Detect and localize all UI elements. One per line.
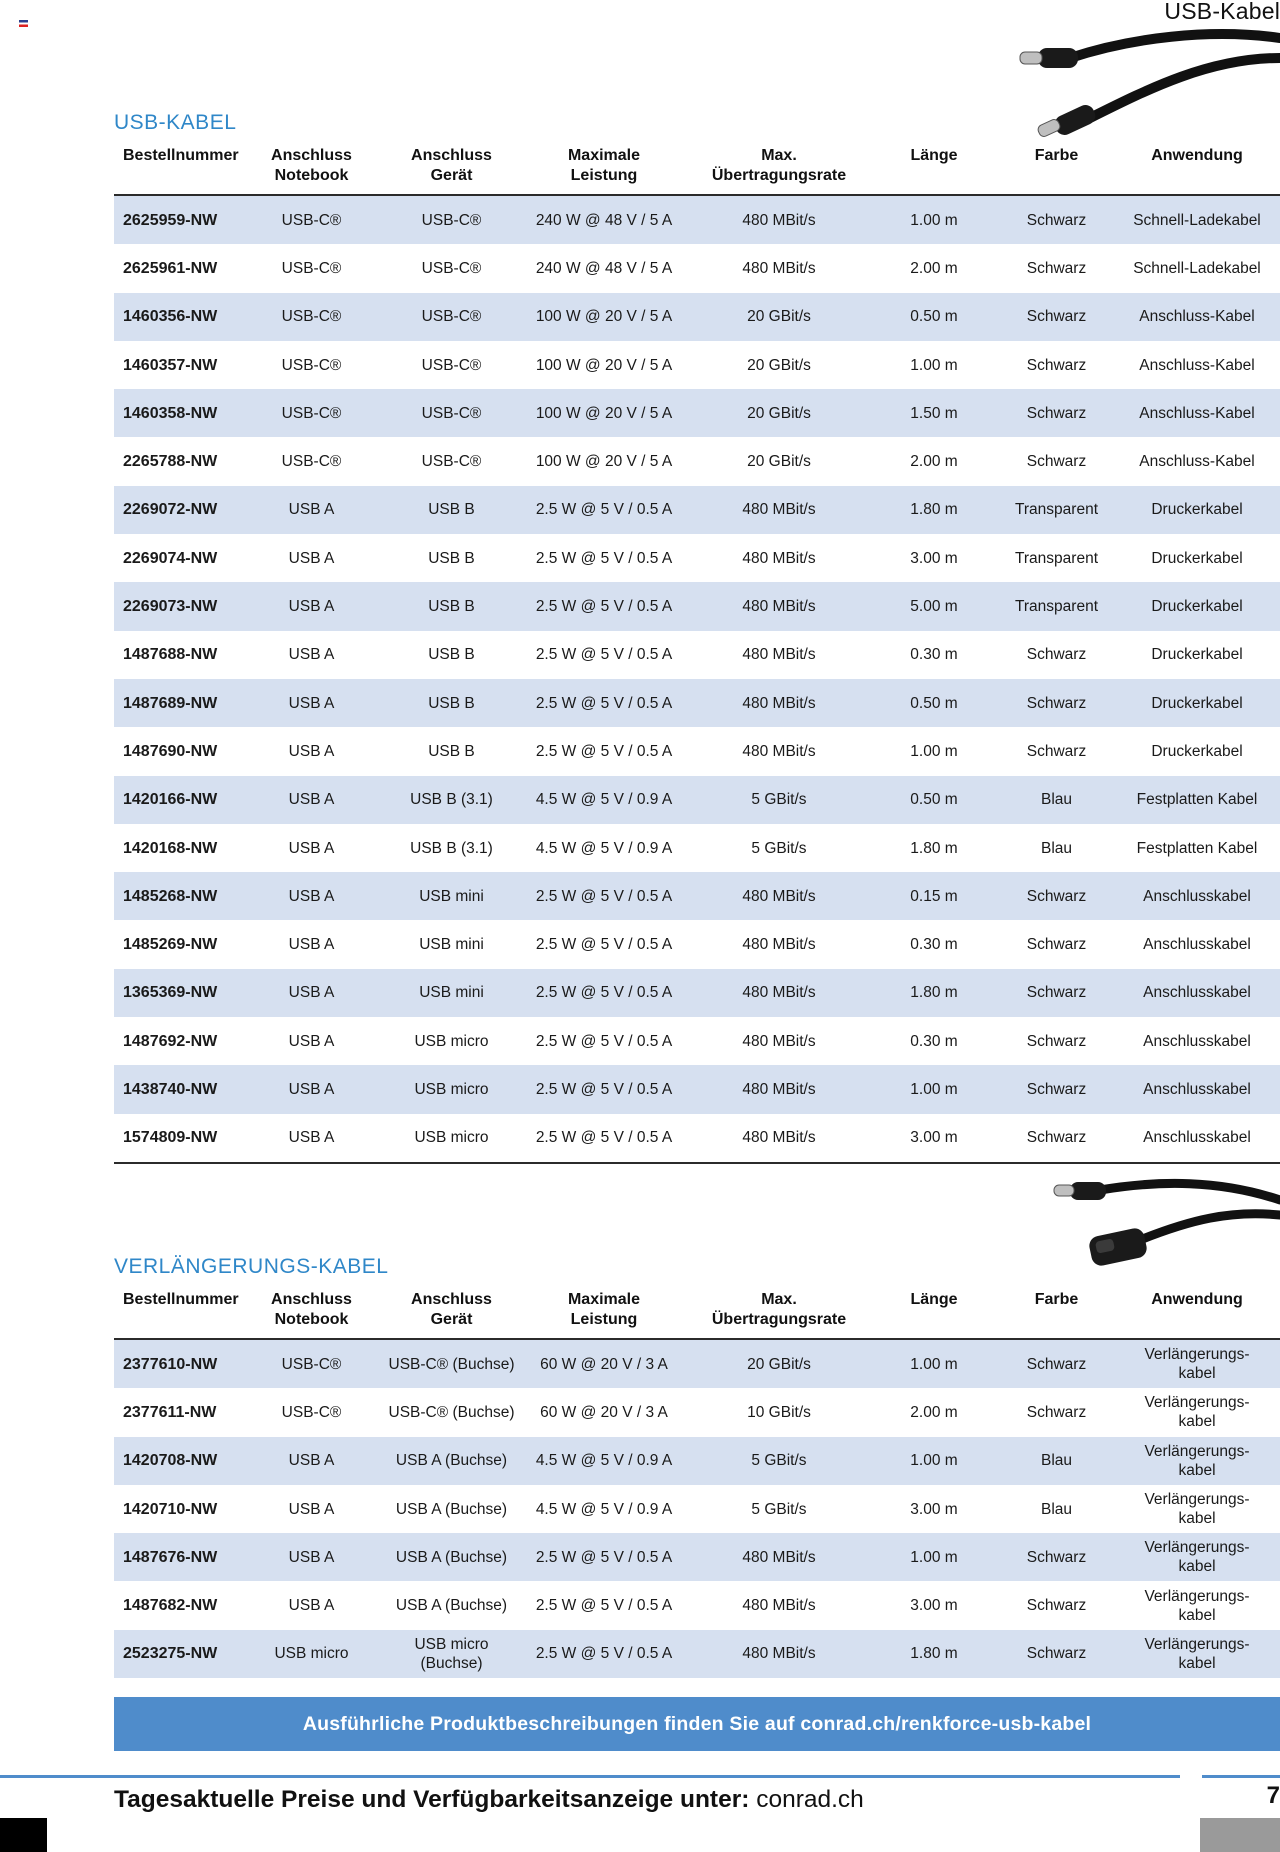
cell-anschluss-notebook: USB A: [288, 1500, 335, 1518]
cell-anwendung: Druckerkabel: [1151, 549, 1243, 567]
cell-leistung: 2.5 W @ 5 V / 0.5 A: [535, 1597, 673, 1615]
cell-uebertragungsrate: 480 MBit/s: [742, 549, 816, 567]
product-info-banner[interactable]: Ausführliche Produktbeschreibungen finden Sie auf conrad.ch/renkforce-usb-kabel: [114, 1697, 1280, 1751]
cell-leistung: 4.5 W @ 5 V / 0.9 A: [519, 776, 689, 824]
cell-farbe: Schwarz: [999, 969, 1114, 1017]
extension-cable-image: [1030, 1170, 1280, 1280]
table-row: [114, 1339, 1280, 1388]
col-anschluss-geraet: Anschluss Gerät: [384, 1290, 519, 1339]
cell-anschluss-notebook: USB A: [288, 1032, 335, 1050]
cell-farbe: Schwarz: [999, 293, 1114, 341]
cell-laenge: 1.80 m: [869, 969, 999, 1017]
cell-anschluss-notebook: USB A: [288, 839, 335, 857]
usb-cable-table: [114, 146, 1280, 1164]
cell-anschluss-notebook: USB-C®: [281, 1403, 342, 1421]
cell-uebertragungsrate: 480 MBit/s: [742, 259, 816, 277]
cell-anschluss-geraet: USB micro: [414, 1032, 489, 1050]
cell-anschluss-notebook: USB-C®: [281, 259, 342, 277]
col-farbe: Farbe: [999, 1290, 1114, 1339]
cell-laenge: 0.50 m: [869, 679, 999, 727]
language-flag-icon: [19, 20, 28, 27]
cell-leistung: 2.5 W @ 5 V / 0.5 A: [519, 582, 689, 630]
usb-c-cable-image: [1010, 18, 1280, 148]
cell-anschluss-geraet: USB B (3.1): [384, 776, 519, 824]
cell-anwendung: Anschlusskabel: [1143, 1032, 1251, 1050]
cell-anschluss-geraet: USB B (3.1): [410, 839, 493, 857]
cell-anwendung: Verlängerungs- kabel: [1144, 1587, 1250, 1624]
table-row: [114, 824, 1280, 872]
table-row: [114, 1065, 1280, 1113]
cell-farbe: Blau: [1040, 1500, 1073, 1518]
cell-laenge: 1.00 m: [869, 1533, 999, 1581]
cell-farbe: Blau: [999, 776, 1114, 824]
cell-leistung: 2.5 W @ 5 V / 0.5 A: [519, 969, 689, 1017]
table-row: [114, 1485, 1280, 1533]
cell-uebertragungsrate: 480 MBit/s: [689, 679, 869, 727]
cell-anwendung: Verlängerungs- kabel: [1114, 1339, 1280, 1388]
table-row: [114, 1388, 1280, 1436]
cell-anwendung: Verlängerungs- kabel: [1144, 1491, 1250, 1528]
cell-leistung: 2.5 W @ 5 V / 0.5 A: [535, 742, 673, 760]
cell-anschluss-notebook: USB A: [239, 1114, 384, 1163]
cell-farbe: Schwarz: [1026, 1597, 1087, 1615]
cell-laenge: 5.00 m: [869, 582, 999, 630]
cell-anschluss-geraet: USB B: [384, 486, 519, 534]
cell-leistung: 60 W @ 20 V / 3 A: [519, 1339, 689, 1388]
cell-farbe: Schwarz: [999, 195, 1114, 244]
cell-anschluss-geraet: USB B: [428, 742, 475, 760]
cell-bestellnummer: 2265788-NW: [123, 453, 218, 471]
cell-anwendung: Anschlusskabel: [1143, 936, 1251, 954]
table-row: [114, 582, 1280, 630]
cell-farbe: Schwarz: [999, 1065, 1114, 1113]
usb-table-body: [114, 195, 1280, 1163]
cell-anschluss-geraet: USB mini: [384, 872, 519, 920]
cell-anwendung: Druckerkabel: [1151, 646, 1243, 664]
cell-laenge: 1.00 m: [910, 742, 958, 760]
cell-uebertragungsrate: 480 MBit/s: [689, 582, 869, 630]
cell-anschluss-geraet: USB micro: [384, 1065, 519, 1113]
table-row: [114, 195, 1280, 244]
cell-laenge: 3.00 m: [910, 1500, 958, 1518]
cell-anwendung: Anschlusskabel: [1114, 872, 1280, 920]
cell-anschluss-notebook: USB A: [239, 679, 384, 727]
cell-leistung: 2.5 W @ 5 V / 0.5 A: [535, 936, 673, 954]
cell-anschluss-notebook: USB A: [239, 582, 384, 630]
cell-bestellnummer: 1420166-NW: [114, 776, 239, 824]
cell-uebertragungsrate: 480 MBit/s: [689, 1114, 869, 1163]
cell-anschluss-notebook: USB A: [239, 776, 384, 824]
cell-laenge: 1.00 m: [869, 1339, 999, 1388]
cell-bestellnummer: 1485269-NW: [123, 936, 218, 954]
col-anwendung: Anwendung: [1114, 146, 1280, 195]
cell-farbe: Schwarz: [999, 389, 1114, 437]
cell-leistung: 2.5 W @ 5 V / 0.5 A: [519, 1533, 689, 1581]
col-uebertragungsrate: Max. Übertragungsrate: [689, 1290, 869, 1339]
cell-anschluss-geraet: USB B: [384, 582, 519, 630]
cell-bestellnummer: 1460357-NW: [123, 356, 218, 374]
cell-leistung: 2.5 W @ 5 V / 0.5 A: [519, 486, 689, 534]
cell-leistung: 100 W @ 20 V / 5 A: [519, 293, 689, 341]
cell-bestellnummer: 1438740-NW: [114, 1065, 239, 1113]
col-leistung: Maximale Leistung: [519, 1290, 689, 1339]
table-row: [114, 1630, 1280, 1678]
cell-anwendung: Verlängerungs- kabel: [1114, 1630, 1280, 1678]
cell-anschluss-geraet: USB A (Buchse): [395, 1500, 508, 1518]
table-row: [114, 389, 1280, 437]
cell-farbe: Schwarz: [1026, 1032, 1087, 1050]
cell-uebertragungsrate: 5 GBit/s: [689, 776, 869, 824]
cell-bestellnummer: 1487676-NW: [114, 1533, 239, 1581]
cell-anwendung: Druckerkabel: [1114, 582, 1280, 630]
cell-anschluss-notebook: USB A: [288, 936, 335, 954]
cell-uebertragungsrate: 480 MBit/s: [689, 969, 869, 1017]
footer-note-bold: Tagesaktuelle Preise und Verfügbarkeitsanzeige unter:: [114, 1786, 750, 1813]
cell-laenge: 0.15 m: [869, 872, 999, 920]
cell-farbe: Schwarz: [999, 1533, 1114, 1581]
footer-link[interactable]: conrad.ch: [756, 1786, 864, 1813]
col-anschluss-notebook: Anschluss Notebook: [239, 1290, 384, 1339]
table-row: [114, 244, 1280, 292]
cell-bestellnummer: 2523275-NW: [114, 1630, 239, 1678]
col-leistung: Maximale Leistung: [519, 146, 689, 195]
table-row: [114, 1437, 1280, 1485]
cell-leistung: 240 W @ 48 V / 5 A: [519, 195, 689, 244]
cell-uebertragungsrate: 480 MBit/s: [689, 1630, 869, 1678]
table-header-row: [114, 146, 1280, 195]
cell-anschluss-geraet: USB-C®: [384, 195, 519, 244]
cell-anschluss-notebook: USB A: [288, 742, 335, 760]
extension-table-body: [114, 1339, 1280, 1678]
cell-anwendung: Anschlusskabel: [1114, 1065, 1280, 1113]
cell-leistung: 2.5 W @ 5 V / 0.5 A: [535, 549, 673, 567]
cell-uebertragungsrate: 480 MBit/s: [742, 1597, 816, 1615]
cell-farbe: Transparent: [999, 486, 1114, 534]
cell-leistung: 2.5 W @ 5 V / 0.5 A: [519, 1114, 689, 1163]
cell-bestellnummer: 2625959-NW: [114, 195, 239, 244]
cell-leistung: 100 W @ 20 V / 5 A: [519, 389, 689, 437]
cell-laenge: 1.80 m: [910, 839, 958, 857]
cell-anschluss-geraet: USB mini: [384, 969, 519, 1017]
cell-anschluss-geraet: USB A (Buchse): [395, 1597, 508, 1615]
cell-bestellnummer: 2625961-NW: [123, 259, 218, 277]
footer-note: [114, 1786, 864, 1814]
cell-laenge: 1.80 m: [869, 486, 999, 534]
cell-leistung: 100 W @ 20 V / 5 A: [535, 453, 673, 471]
cell-laenge: 1.00 m: [869, 195, 999, 244]
cell-bestellnummer: 2269074-NW: [123, 549, 218, 567]
corner-mark-left: [0, 1818, 47, 1852]
cell-bestellnummer: 1574809-NW: [114, 1114, 239, 1163]
table-row: [114, 1581, 1280, 1629]
cell-farbe: Schwarz: [1026, 936, 1087, 954]
cell-bestellnummer: 2377611-NW: [123, 1403, 217, 1421]
table-row: [114, 776, 1280, 824]
cell-farbe: Schwarz: [999, 679, 1114, 727]
col-anschluss-geraet: Anschluss Gerät: [384, 146, 519, 195]
cell-leistung: 2.5 W @ 5 V / 0.5 A: [519, 1065, 689, 1113]
cell-bestellnummer: 1420708-NW: [114, 1437, 239, 1485]
cell-uebertragungsrate: 20 GBit/s: [689, 1339, 869, 1388]
table-row: [114, 631, 1280, 679]
extension-cable-table: [114, 1290, 1280, 1678]
col-uebertragungsrate: Max. Übertragungsrate: [689, 146, 869, 195]
cell-anschluss-geraet: USB mini: [419, 936, 484, 954]
cell-bestellnummer: 1365369-NW: [114, 969, 239, 1017]
cell-bestellnummer: 1487692-NW: [123, 1032, 218, 1050]
cell-leistung: 4.5 W @ 5 V / 0.9 A: [535, 839, 673, 857]
cell-leistung: 60 W @ 20 V / 3 A: [540, 1403, 668, 1421]
table-header-row: [114, 1290, 1280, 1339]
cell-uebertragungsrate: 20 GBit/s: [747, 453, 811, 471]
cell-bestellnummer: 2269072-NW: [114, 486, 239, 534]
cell-farbe: Schwarz: [999, 1339, 1114, 1388]
cell-anwendung: Schnell-Ladekabel: [1133, 259, 1261, 277]
cell-anschluss-geraet: USB-C® (Buchse): [384, 1339, 519, 1388]
cell-uebertragungsrate: 5 GBit/s: [751, 839, 807, 857]
cell-bestellnummer: 1487690-NW: [123, 742, 218, 760]
cell-bestellnummer: 1487689-NW: [114, 679, 239, 727]
table-row: [114, 293, 1280, 341]
cell-anschluss-notebook: USB A: [239, 969, 384, 1017]
cell-bestellnummer: 2377610-NW: [114, 1339, 239, 1388]
cell-anschluss-notebook: USB A: [239, 872, 384, 920]
cell-anwendung: Festplatten Kabel: [1136, 839, 1258, 857]
cell-anschluss-notebook: USB A: [239, 1065, 384, 1113]
cell-anschluss-geraet: USB A (Buchse): [384, 1437, 519, 1485]
cell-laenge: 0.30 m: [910, 936, 958, 954]
cell-leistung: 4.5 W @ 5 V / 0.9 A: [519, 1437, 689, 1485]
cell-anwendung: Schnell-Ladekabel: [1114, 195, 1280, 244]
cell-uebertragungsrate: 480 MBit/s: [689, 1065, 869, 1113]
cell-anwendung: Anschluss-Kabel: [1114, 389, 1280, 437]
cell-anwendung: Anschluss-Kabel: [1114, 293, 1280, 341]
cell-anwendung: Anschlusskabel: [1114, 1114, 1280, 1163]
cell-uebertragungsrate: 5 GBit/s: [751, 1500, 807, 1518]
cell-laenge: 0.30 m: [910, 1032, 958, 1050]
footer-divider: [0, 1775, 1180, 1778]
cell-farbe: Schwarz: [1026, 356, 1087, 374]
cell-leistung: 2.5 W @ 5 V / 0.5 A: [519, 872, 689, 920]
table-row: [114, 727, 1280, 775]
page-heading: USB-Kabel: [1164, 0, 1280, 24]
cell-laenge: 2.00 m: [910, 453, 958, 471]
table-row: [114, 341, 1280, 389]
cell-bestellnummer: 1420168-NW: [123, 839, 218, 857]
cell-anschluss-notebook: USB-C®: [239, 389, 384, 437]
cell-anschluss-notebook: USB-C®: [239, 293, 384, 341]
cell-anschluss-notebook: USB-C®: [239, 195, 384, 244]
cell-uebertragungsrate: 480 MBit/s: [689, 872, 869, 920]
cell-uebertragungsrate: 5 GBit/s: [689, 1437, 869, 1485]
cell-anschluss-geraet: USB micro (Buchse): [384, 1630, 519, 1678]
cell-farbe: Schwarz: [999, 1630, 1114, 1678]
cell-farbe: Blau: [999, 1437, 1114, 1485]
cell-farbe: Schwarz: [999, 1114, 1114, 1163]
usb-section-title: USB-KABEL: [114, 111, 237, 134]
cell-farbe: Schwarz: [1026, 742, 1087, 760]
col-bestellnummer: Bestellnummer: [114, 146, 239, 195]
cell-anschluss-notebook: USB A: [239, 1437, 384, 1485]
table-row: [114, 872, 1280, 920]
table-row: [114, 534, 1280, 582]
cell-farbe: Transparent: [1015, 549, 1098, 567]
cell-bestellnummer: 1485268-NW: [114, 872, 239, 920]
cell-laenge: 1.00 m: [869, 1437, 999, 1485]
col-farbe: Farbe: [999, 146, 1114, 195]
table-row: [114, 437, 1280, 485]
cell-laenge: 2.00 m: [910, 1403, 958, 1421]
cell-anschluss-notebook: USB A: [239, 1533, 384, 1581]
table-row: [114, 1533, 1280, 1581]
cell-laenge: 1.00 m: [869, 1065, 999, 1113]
table-row: [114, 969, 1280, 1017]
cell-leistung: 2.5 W @ 5 V / 0.5 A: [535, 646, 673, 664]
cell-anwendung: Verlängerungs- kabel: [1114, 1437, 1280, 1485]
cell-anwendung: Verlängerungs- kabel: [1114, 1533, 1280, 1581]
cell-laenge: 1.50 m: [869, 389, 999, 437]
cell-anschluss-notebook: USB A: [288, 1597, 335, 1615]
cell-anschluss-notebook: USB A: [239, 486, 384, 534]
cell-farbe: Schwarz: [1026, 453, 1087, 471]
cell-leistung: 2.5 W @ 5 V / 0.5 A: [535, 1032, 673, 1050]
cell-laenge: 3.00 m: [869, 1114, 999, 1163]
cell-anschluss-notebook: USB-C®: [239, 1339, 384, 1388]
cell-uebertragungsrate: 480 MBit/s: [742, 646, 816, 664]
cell-anwendung: Anschluss-Kabel: [1139, 453, 1255, 471]
cell-laenge: 0.30 m: [910, 646, 958, 664]
cell-anschluss-geraet: USB-C®: [384, 389, 519, 437]
cell-farbe: Schwarz: [999, 872, 1114, 920]
col-anwendung: Anwendung: [1114, 1290, 1280, 1339]
cell-anschluss-geraet: USB micro: [384, 1114, 519, 1163]
cell-leistung: 100 W @ 20 V / 5 A: [535, 356, 673, 374]
cell-leistung: 240 W @ 48 V / 5 A: [535, 259, 673, 277]
cell-anschluss-geraet: USB-C®: [421, 453, 482, 471]
cell-anschluss-geraet: USB A (Buchse): [384, 1533, 519, 1581]
cell-laenge: 0.50 m: [869, 776, 999, 824]
cell-bestellnummer: 1460356-NW: [114, 293, 239, 341]
col-bestellnummer: Bestellnummer: [114, 1290, 239, 1339]
cell-anwendung: Verlängerungs- kabel: [1144, 1394, 1250, 1431]
cell-uebertragungsrate: 480 MBit/s: [742, 742, 816, 760]
col-laenge: Länge: [869, 146, 999, 195]
cell-farbe: Schwarz: [1026, 646, 1087, 664]
cell-bestellnummer: 1487688-NW: [123, 646, 218, 664]
table-row: [114, 1114, 1280, 1163]
cell-anschluss-geraet: USB B: [428, 549, 475, 567]
cell-laenge: 0.50 m: [869, 293, 999, 341]
cell-anwendung: Druckerkabel: [1151, 742, 1243, 760]
cell-anschluss-notebook: USB-C®: [281, 453, 342, 471]
cell-anschluss-notebook: USB-C®: [281, 356, 342, 374]
cell-anwendung: Druckerkabel: [1114, 486, 1280, 534]
corner-mark-right: [1200, 1818, 1280, 1852]
cell-leistung: 2.5 W @ 5 V / 0.5 A: [519, 1630, 689, 1678]
footer-divider-right: [1202, 1775, 1280, 1778]
cell-uebertragungsrate: 20 GBit/s: [747, 356, 811, 374]
cell-anschluss-geraet: USB B: [428, 646, 475, 664]
cell-bestellnummer: 2269073-NW: [114, 582, 239, 630]
cell-laenge: 2.00 m: [910, 259, 958, 277]
cell-laenge: 3.00 m: [910, 549, 958, 567]
cell-laenge: 3.00 m: [910, 1597, 958, 1615]
cell-anwendung: Festplatten Kabel: [1114, 776, 1280, 824]
cell-anschluss-notebook: USB A: [288, 549, 335, 567]
cell-leistung: 4.5 W @ 5 V / 0.9 A: [535, 1500, 673, 1518]
cell-anschluss-notebook: USB micro: [239, 1630, 384, 1678]
col-laenge: Länge: [869, 1290, 999, 1339]
cell-uebertragungsrate: 20 GBit/s: [689, 389, 869, 437]
cell-uebertragungsrate: 480 MBit/s: [742, 936, 816, 954]
cell-farbe: Schwarz: [1026, 1403, 1087, 1421]
cell-farbe: Transparent: [999, 582, 1114, 630]
page-number: 7: [1266, 1782, 1280, 1809]
table-row: [114, 920, 1280, 968]
cell-uebertragungsrate: 480 MBit/s: [742, 1032, 816, 1050]
table-row: [114, 679, 1280, 727]
cell-uebertragungsrate: 480 MBit/s: [689, 1533, 869, 1581]
cell-uebertragungsrate: 480 MBit/s: [689, 486, 869, 534]
cell-bestellnummer: 1487682-NW: [123, 1597, 218, 1615]
cell-uebertragungsrate: 480 MBit/s: [689, 195, 869, 244]
cell-anschluss-geraet: USB B: [384, 679, 519, 727]
cell-anschluss-geraet: USB-C®: [384, 293, 519, 341]
cell-leistung: 2.5 W @ 5 V / 0.5 A: [519, 679, 689, 727]
col-anschluss-notebook: Anschluss Notebook: [239, 146, 384, 195]
cell-anwendung: Anschluss-Kabel: [1139, 356, 1255, 374]
table-row: [114, 1017, 1280, 1065]
cell-anschluss-geraet: USB-C®: [421, 259, 482, 277]
cell-anschluss-geraet: USB-C® (Buchse): [388, 1403, 515, 1421]
cell-uebertragungsrate: 10 GBit/s: [747, 1403, 811, 1421]
cell-anwendung: Anschlusskabel: [1114, 969, 1280, 1017]
cell-laenge: 1.80 m: [869, 1630, 999, 1678]
table-row: [114, 486, 1280, 534]
cell-farbe: Schwarz: [1026, 259, 1087, 277]
cell-bestellnummer: 1460358-NW: [114, 389, 239, 437]
cell-farbe: Blau: [1040, 839, 1073, 857]
extension-section-title: VERLÄNGERUNGS-KABEL: [114, 1255, 389, 1278]
cell-anschluss-geraet: USB-C®: [421, 356, 482, 374]
cell-anschluss-notebook: USB A: [288, 646, 335, 664]
cell-anwendung: Druckerkabel: [1114, 679, 1280, 727]
cell-bestellnummer: 1420710-NW: [123, 1500, 218, 1518]
cell-uebertragungsrate: 20 GBit/s: [689, 293, 869, 341]
cell-laenge: 1.00 m: [910, 356, 958, 374]
